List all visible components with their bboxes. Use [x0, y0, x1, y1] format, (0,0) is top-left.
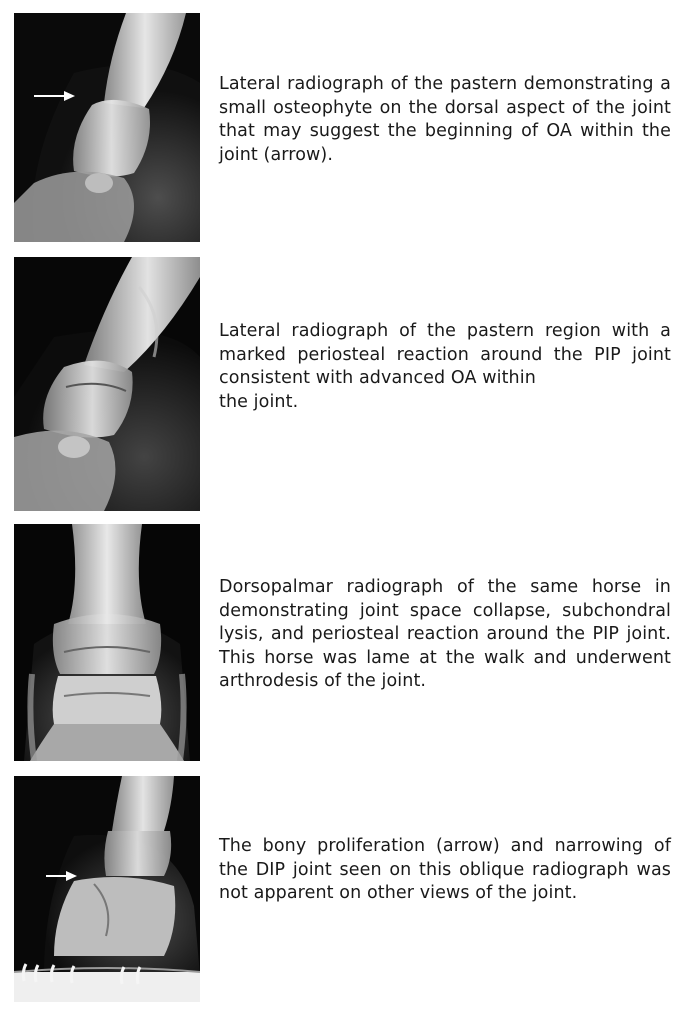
radiograph-oblique-dip	[14, 776, 200, 1002]
caption-4-text: The bony proliferation (arrow) and narrowing of the DIP joint seen on this oblique radiograph was not apparent on other views of the joint.	[219, 836, 671, 903]
radiograph-lateral-pastern-1	[14, 13, 200, 242]
caption-4	[219, 835, 671, 906]
radiograph-dorsopalmar	[14, 524, 200, 761]
caption-1-text: Lateral radiograph of the pastern demonstrating a small osteophyte on the dorsal aspect of the joint that may suggest the beginning of OA within the joint (arrow).	[219, 74, 671, 165]
radiograph-image-2	[14, 257, 200, 511]
radiograph-image-3	[14, 524, 200, 761]
caption-1	[219, 73, 671, 167]
caption-3-text: Dorsopalmar radiograph of the same horse in demonstrating joint space collapse, subchondral lysis, and periosteal reaction around the PIP joint. This horse was lame at the walk and underwent arthrodesis of the joint.	[219, 577, 671, 691]
caption-3	[219, 576, 671, 694]
radiograph-lateral-pastern-2	[14, 257, 200, 511]
radiograph-image-4	[14, 776, 200, 1002]
caption-2-line-2: the joint.	[219, 391, 299, 412]
caption-2	[219, 320, 671, 414]
caption-2-line-1: Lateral radiograph of the pastern region with a marked periosteal reaction around the PIP joint consistent with advanced OA within	[219, 321, 671, 388]
radiograph-image-1	[14, 13, 200, 242]
